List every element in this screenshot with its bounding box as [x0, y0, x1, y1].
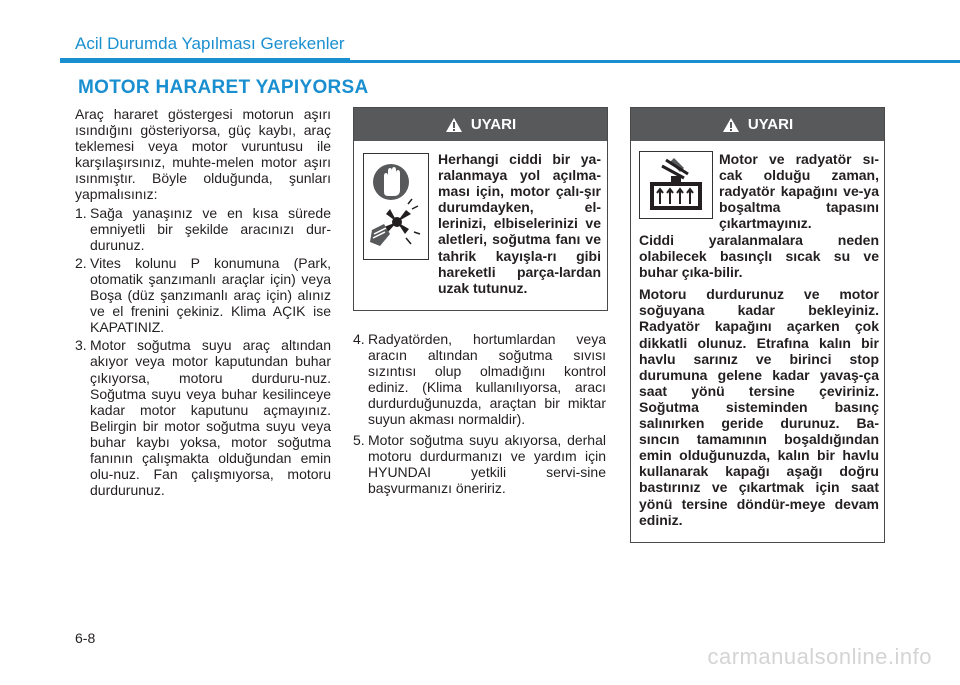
section-title: MOTOR HARARET YAPIYORSA: [78, 77, 369, 98]
warning-text-body: [639, 232, 879, 534]
list-item: 2. Vites kolunu P konumuna (Park, otomatik şanzımanlı araçlar için) veya Boşa (düz şanzımanlı araç için) alınız ve el frenini çekiniz. Klima AÇIK ise KAPATINIZ.: [75, 254, 331, 336]
page-number: 6-8: [75, 630, 96, 646]
warning-triangle-icon: [445, 117, 463, 133]
warning-triangle-icon: [722, 117, 740, 133]
list-item: 3. Motor soğutma suyu araç altından akıyor veya motor kaputundan buhar çıkıyorsa, motoru durduru-nuz. Soğutma suyu veya buhar kesilinceye kadar motor kaputunu açmayınız. Belirgin bir motor soğutma suyu veya buhar kaybı yoksa, motor soğutma fanının çalışmakta olduğundan emin olu-nuz. Fan çalışmıyorsa, motoru durdurunuz.: [75, 337, 331, 499]
warning-text-top: Motor ve radyatör sı-cak olduğu zaman, radyatör kapağını ve-ya boşaltma tapasını çıkartmayınız.: [719, 151, 879, 232]
warning-box-radiator: [630, 107, 885, 543]
warning-box-fan: [353, 107, 608, 311]
hot-radiator-cap-icon: [639, 151, 713, 219]
warning-label: UYARI: [470, 116, 517, 133]
header-rule: [60, 60, 960, 63]
left-column: [75, 106, 331, 500]
warning-label: UYARI: [747, 116, 794, 133]
fan-hand-warning-icon: [363, 153, 429, 260]
list-item: 1. Sağa yanaşınız ve en kısa sürede emniyetli bir şekilde aracınızı dur-durunuz.: [75, 204, 331, 253]
warning-header: [631, 108, 884, 141]
warning-header: [354, 108, 607, 141]
intro-paragraph: Araç hararet göstergesi motorun aşırı ısındığını gösteriyorsa, güç kaybı, araç teklemesi veya motor vuruntusu ile karşılaşırsınız, muhte-melen motor aşırı ısınmıştır. Böyle olduğunda, şunları yapmalısınız:: [75, 106, 331, 203]
watermark: carmanualsonline.info: [707, 644, 932, 669]
warning-text-instructions: Motoru durdurunuz ve motor soğuyana kadar bekleyiniz. Radyatör kapağını açarken çok dikkatli olunuz. Etrafına kalın bir havlu sarınız ve birinci stop durumuna gelene kadar yavaş-ça saat yönü tersine çeviriniz. Soğutma sisteminden basınç salınırken geride durunuz. Ba-sıncın tamamının boşaldığından emin olduğunuzda, kalın bir havlu kullanarak kapağı aşağı doğru bastırınız ve çıkartmak için saat yönü tersine döndür-meye devam ediniz.: [639, 286, 879, 528]
warning-text: Herhangi ciddi bir ya-ralanmaya yol açılma-ması için, motor çalı-şır durumdayken, el-lerinizi, elbiselerinizi ve aletleri, soğutma fanı ve tahrik kayışla-rı gibi hareketli parça-lardan uzak tutunuz.: [438, 151, 601, 296]
steps-list-left: [75, 205, 331, 499]
steps-list-right: [353, 331, 606, 496]
list-item: 5. Motor soğutma suyu akıyorsa, derhal motoru durdurmanızı ve yardım için HYUNDAI yetkili servi-sine başvurmanızı öneririz.: [353, 431, 606, 496]
list-item: 4. Radyatörden, hortumlardan veya aracın altından soğutma sıvısı sızıntısı olup olmadığını kontrol ediniz. (Klima kullanılıyorsa, aracı durdurduğunuzda, araçtan bir miktar suyun akması normaldir).: [353, 331, 606, 428]
chapter-title: Acil Durumda Yapılması Gerekenler: [75, 34, 345, 53]
warning-text-continued: Ciddi yaralanmalara neden olabilecek basınçlı sıcak su ve buhar çıka-bilir.: [639, 232, 879, 281]
right-text-column: [353, 329, 606, 500]
